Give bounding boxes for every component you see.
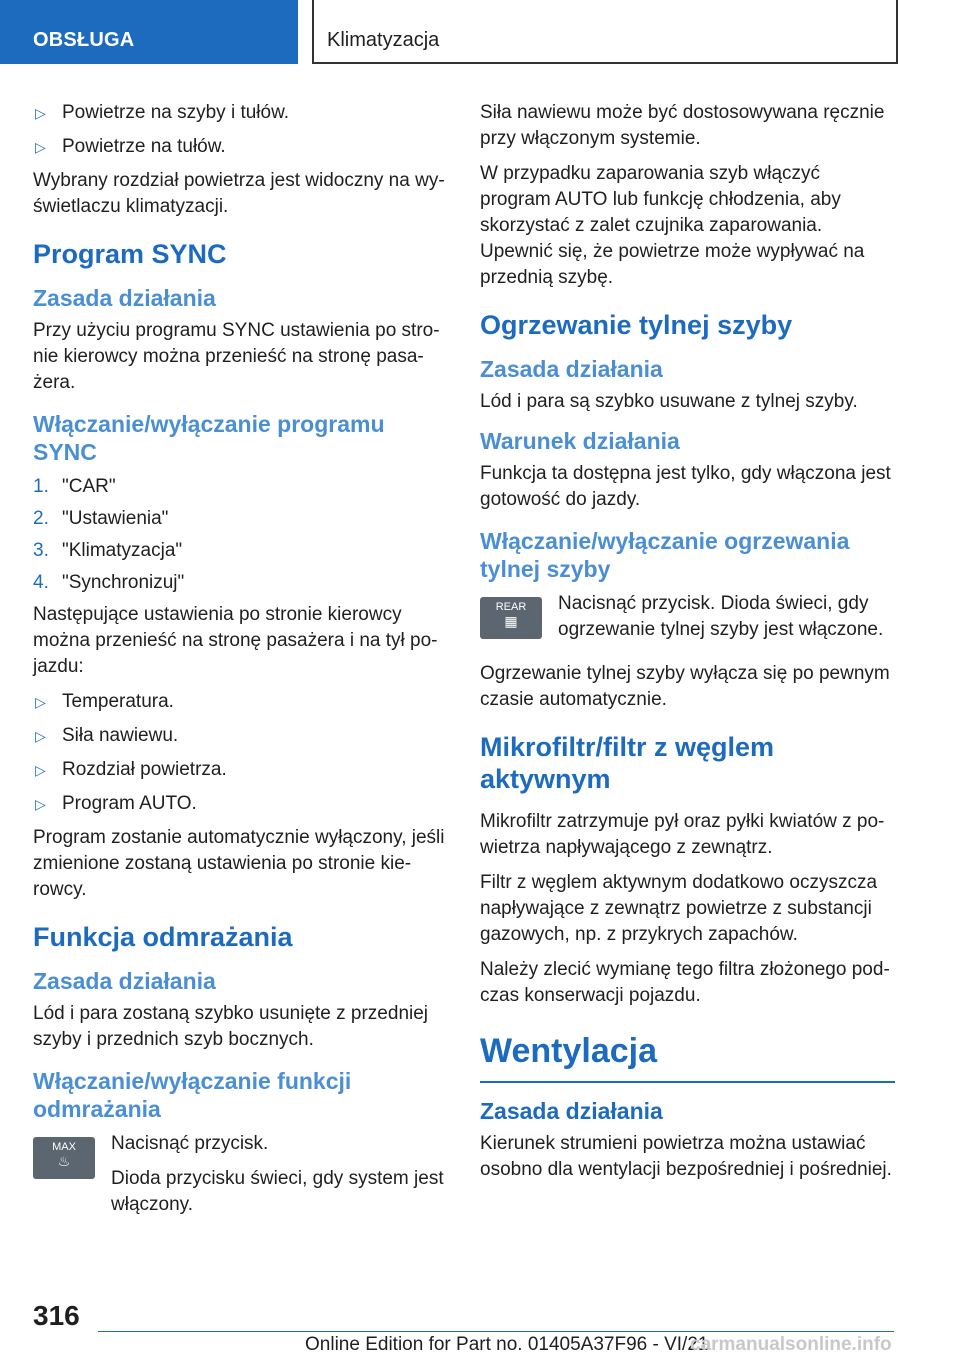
heading-wentylacja: Wentylacja	[480, 1029, 895, 1083]
step-item: 4. "Synchronizuj"	[33, 572, 185, 593]
bullet-triangle-icon: ▷	[35, 139, 46, 155]
paragraph: Nacisnąć przycisk. Dioda świeci, gdy ogrzewanie tylnej szyby jest włączone.	[558, 593, 884, 640]
heading-zasada-dzialania: Zasada działania	[33, 968, 216, 994]
chapter-header	[312, 0, 898, 64]
footer-divider	[98, 1331, 894, 1332]
heading-sync-onoff: Włączanie/wyłączanie programu SYNC	[33, 411, 385, 465]
bullet-triangle-icon: ▷	[35, 105, 46, 121]
heading-rear-onoff: Włączanie/wyłączanie ogrzewania tylnej szyby	[480, 528, 850, 582]
heading-program-sync: Program SYNC	[33, 239, 227, 269]
bullet-triangle-icon: ▷	[35, 694, 46, 710]
heading-zasada-dzialania: Zasada działania	[33, 285, 216, 311]
step-item: 3. "Klimatyzacja"	[33, 540, 183, 561]
heading-funkcja-odmrazania: Funkcja odmrażania	[33, 922, 293, 952]
bullet-triangle-icon: ▷	[35, 728, 46, 744]
step-item: 1. "CAR"	[33, 476, 116, 497]
rear-defrost-icon: REAR ▦	[480, 597, 542, 639]
heading-ogrzewanie-tylnej-szyby: Ogrzewanie tylnej szyby	[480, 310, 793, 340]
page-number: 316	[33, 1300, 80, 1331]
paragraph: Przy użyciu programu SYNC ustawienia po stronie kierowcy można przenieść na stronę pasażera.	[33, 320, 440, 393]
heading-warunek-dzialania: Warunek działania	[480, 428, 680, 454]
step-item: 2. "Ustawienia"	[33, 508, 169, 529]
heading-defrost-onoff: Włączanie/wyłączanie funkcji odmrażania	[33, 1068, 352, 1122]
left-column	[33, 100, 445, 1227]
list-item: ▷ Siła nawiewu.	[33, 723, 445, 749]
list-item: ▷ Powietrze na szyby i tułów.	[33, 100, 445, 126]
right-column	[480, 100, 895, 1192]
section-label: OBSŁUGA	[33, 29, 135, 51]
bullet-triangle-icon: ▷	[35, 762, 46, 778]
paragraph: Funkcja ta dostępna jest tylko, gdy włączona jest gotowość do jazdy.	[480, 463, 891, 510]
paragraph: Wybrany rozdział powietrza jest widoczny na wyświetlaczu klimatyzacji.	[33, 170, 445, 217]
paragraph: Siła nawiewu może być dostosowywana ręcznie przy włączonym systemie.	[480, 102, 885, 149]
max-defrost-icon: MAX ♨	[33, 1137, 95, 1179]
max-button-row	[33, 1131, 445, 1218]
paragraph: W przypadku zaparowania szyb włączyć program AUTO lub funkcję chłodzenia, aby skorzystać z zalet czujnika zaparowania. Upewnić się, że powietrze może wypływać na przednią szybę.	[480, 163, 865, 288]
bullet-triangle-icon: ▷	[35, 796, 46, 812]
list-item: ▷ Powietrze na tułów.	[33, 134, 445, 160]
paragraph: Program zostanie automatycznie wyłączony, jeśli zmienione zostaną ustawienia po stronie kierowcy.	[33, 827, 445, 900]
heading-mikrofiltr: Mikrofiltr/filtr z węglem aktywnym	[480, 732, 775, 794]
heading-zasada-dzialania: Zasada działania	[480, 1098, 663, 1124]
section-tab	[0, 0, 298, 64]
rear-button-row	[480, 591, 895, 653]
paragraph: Nacisnąć przycisk.	[111, 1133, 269, 1154]
paragraph: Lód i para są szybko usuwane z tylnej szyby.	[480, 391, 858, 412]
paragraph: Lód i para zostaną szybko usunięte z przedniej szyby i przednich szyb bocznych.	[33, 1003, 429, 1050]
list-item: ▷ Program AUTO.	[33, 791, 445, 817]
paragraph: Następujące ustawienia po stronie kierowcy można przenieść na stronę pasażera i na tył pojazdu:	[33, 604, 438, 677]
paragraph: Kierunek strumieni powietrza można ustawiać osobno dla wentylacji bezpośredniej i pośredniej.	[480, 1133, 892, 1180]
paragraph: Mikrofiltr zatrzymuje pył oraz pyłki kwiatów z powietrza napływającego z zewnątrz.	[480, 811, 885, 858]
chapter-title: Klimatyzacja	[327, 29, 440, 51]
paragraph: Filtr z węglem aktywnym dodatkowo oczyszcza napływające z zewnątrz powietrze z substancji gazowych, np. z przykrych zapachów.	[480, 872, 878, 945]
heading-zasada-dzialania: Zasada działania	[480, 356, 663, 382]
list-item: ▷ Temperatura.	[33, 689, 445, 715]
list-item: ▷ Rozdział powietrza.	[33, 757, 445, 783]
edition-text: Online Edition for Part no. 01405A37F96 - VI/21	[305, 1334, 709, 1355]
paragraph: Ogrzewanie tylnej szyby wyłącza się po pewnym czasie automatycznie.	[480, 663, 890, 710]
watermark: carmanualsonline.info	[690, 1334, 892, 1355]
paragraph: Dioda przycisku świeci, gdy system jest włączony.	[111, 1168, 444, 1215]
paragraph: Należy zlecić wymianę tego filtra złożonego podczas konserwacji pojazdu.	[480, 959, 890, 1006]
